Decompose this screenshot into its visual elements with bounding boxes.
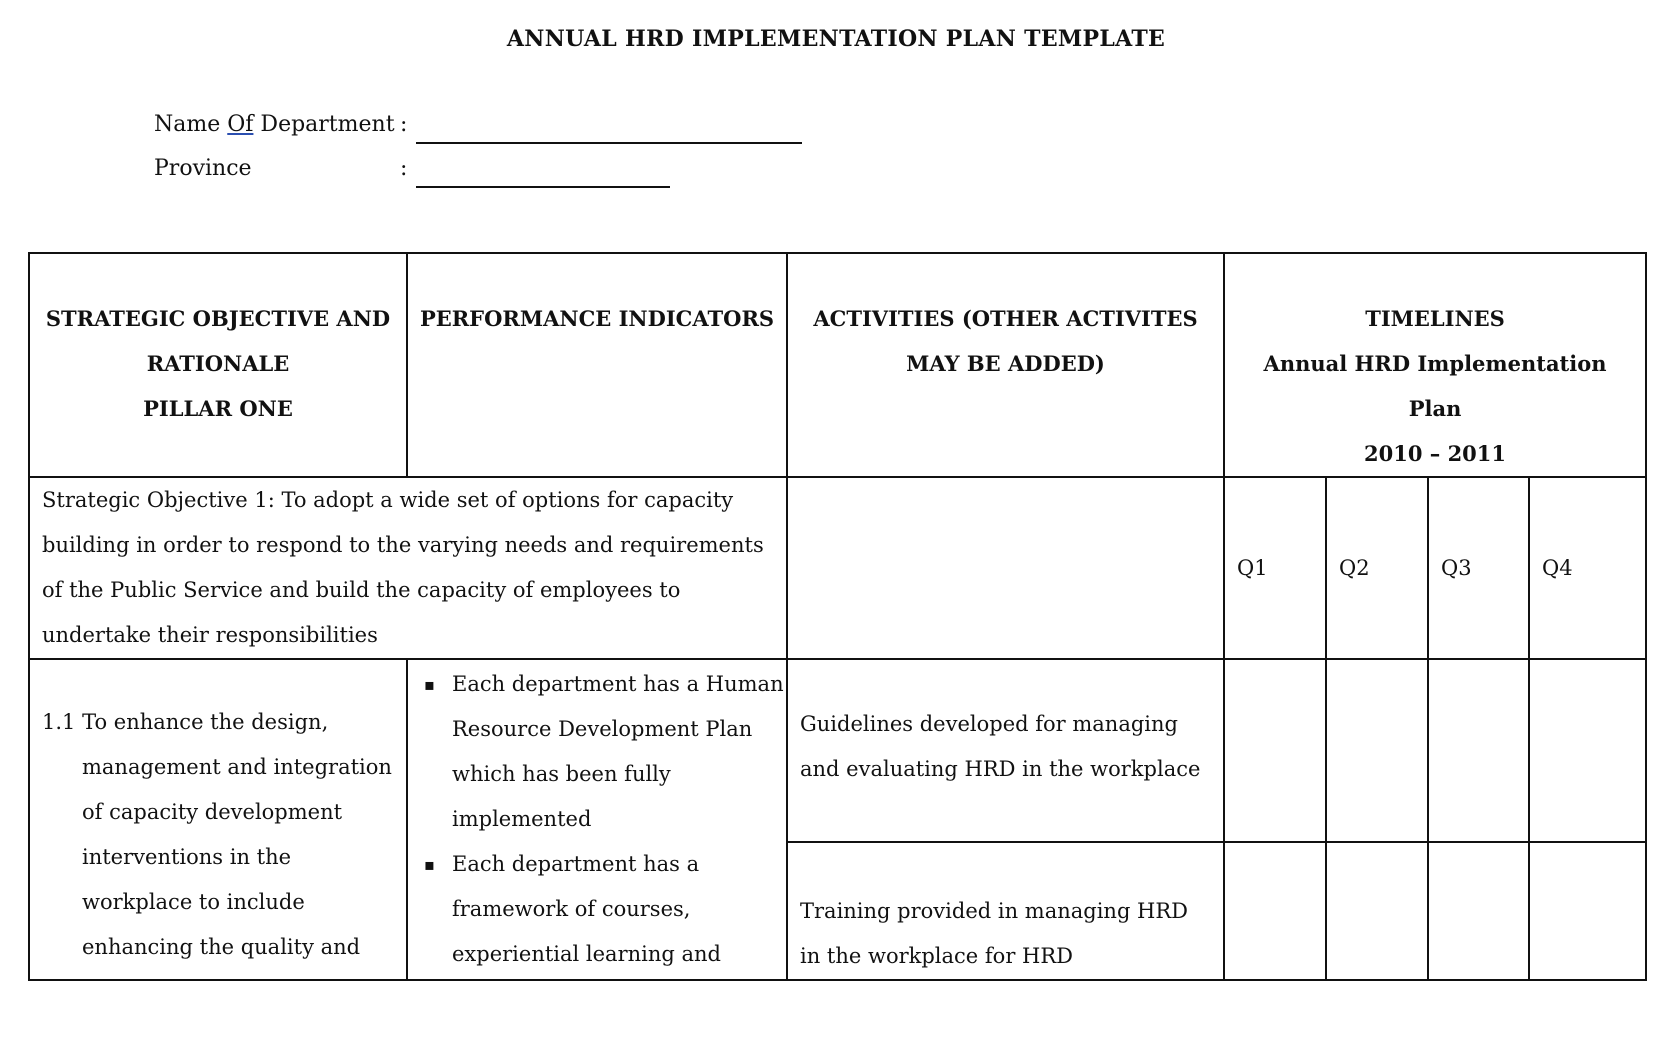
activity-2-q2-cell[interactable]	[1326, 842, 1428, 980]
header-row	[29, 253, 1646, 477]
header-timelines-years: 2010 – 2011	[1364, 441, 1507, 466]
activity-cell-2	[787, 842, 1224, 980]
activity-text-2: Training provided in managing HRD in the workplace for HRD	[800, 899, 1189, 968]
strategic-objective-text: Strategic Objective 1: To adopt a wide set of options for capacity building in order to respond to the varying needs and requirements of the Public Service and build the capacity of employees to undertake their responsibilities	[42, 488, 764, 647]
quarter-q1: Q1	[1224, 477, 1326, 659]
header-timelines-title: TIMELINES	[1365, 306, 1505, 331]
activity-1-q2-cell[interactable]	[1326, 659, 1428, 842]
indicator-item: ▪ Each department has a framework of courses, experiential learning and	[420, 842, 786, 977]
department-colon: :	[400, 112, 408, 137]
header-timelines-plan-line-2: Plan	[1408, 396, 1462, 421]
implementation-plan-table	[28, 252, 1647, 981]
department-label	[154, 112, 395, 137]
header-indicators-text: PERFORMANCE INDICATORS	[419, 306, 775, 331]
activity-2-q4-cell[interactable]	[1529, 842, 1646, 980]
header-performance-indicators	[407, 253, 787, 477]
indicators-list	[408, 662, 786, 977]
header-objective-line-2: RATIONALE	[146, 351, 290, 376]
quarter-q4: Q4	[1529, 477, 1646, 659]
activity-1-q1-cell[interactable]	[1224, 659, 1326, 842]
activity-cell-1	[787, 659, 1224, 842]
activity-row-1	[29, 659, 1646, 842]
department-blank-line[interactable]	[416, 142, 802, 144]
quarter-q2: Q2	[1326, 477, 1428, 659]
sub-objective-number: 1.1	[42, 710, 76, 734]
sub-objective-cell	[29, 659, 407, 980]
sub-objective-rest-text: management and integration of capacity development interventions in the workplace to include enhancing the quality and	[82, 755, 392, 959]
strategic-objective-activities-cell[interactable]	[787, 477, 1224, 659]
activity-2-q1-cell[interactable]	[1224, 842, 1326, 980]
header-activities	[787, 253, 1224, 477]
header-activities-line-1: ACTIVITIES (OTHER ACTIVITES	[813, 306, 1198, 331]
province-label: Province	[154, 156, 252, 181]
header-strategic-objective	[29, 253, 407, 477]
quarter-q3: Q3	[1428, 477, 1529, 659]
sub-objective-first-line	[30, 700, 406, 745]
activity-2-q3-cell[interactable]	[1428, 842, 1529, 980]
document-title: ANNUAL HRD IMPLEMENTATION PLAN TEMPLATE	[506, 26, 1166, 52]
department-label-of-link[interactable]: Of	[227, 112, 254, 137]
province-colon: :	[400, 156, 408, 181]
department-label-post: Department	[253, 112, 395, 137]
indicators-cell	[407, 659, 787, 980]
header-timelines	[1224, 253, 1646, 477]
department-label-pre: Name	[154, 112, 228, 137]
strategic-objective-cell	[29, 477, 787, 659]
header-activities-line-2: MAY BE ADDED)	[906, 351, 1105, 376]
activity-1-q4-cell[interactable]	[1529, 659, 1646, 842]
activity-text-1: Guidelines developed for managing and evaluating HRD in the workplace	[800, 712, 1201, 781]
province-blank-line[interactable]	[416, 186, 670, 188]
strategic-objective-row	[29, 477, 1646, 659]
header-objective-line-3: PILLAR ONE	[143, 396, 293, 421]
header-timelines-plan-line-1: Annual HRD Implementation	[1263, 351, 1607, 376]
activity-1-q3-cell[interactable]	[1428, 659, 1529, 842]
sub-objective-first-text: To enhance the design,	[82, 710, 329, 734]
header-objective-line-1: STRATEGIC OBJECTIVE AND	[45, 306, 391, 331]
indicator-item: ▪ Each department has a Human Resource Development Plan which has been fully implemented	[420, 662, 786, 842]
